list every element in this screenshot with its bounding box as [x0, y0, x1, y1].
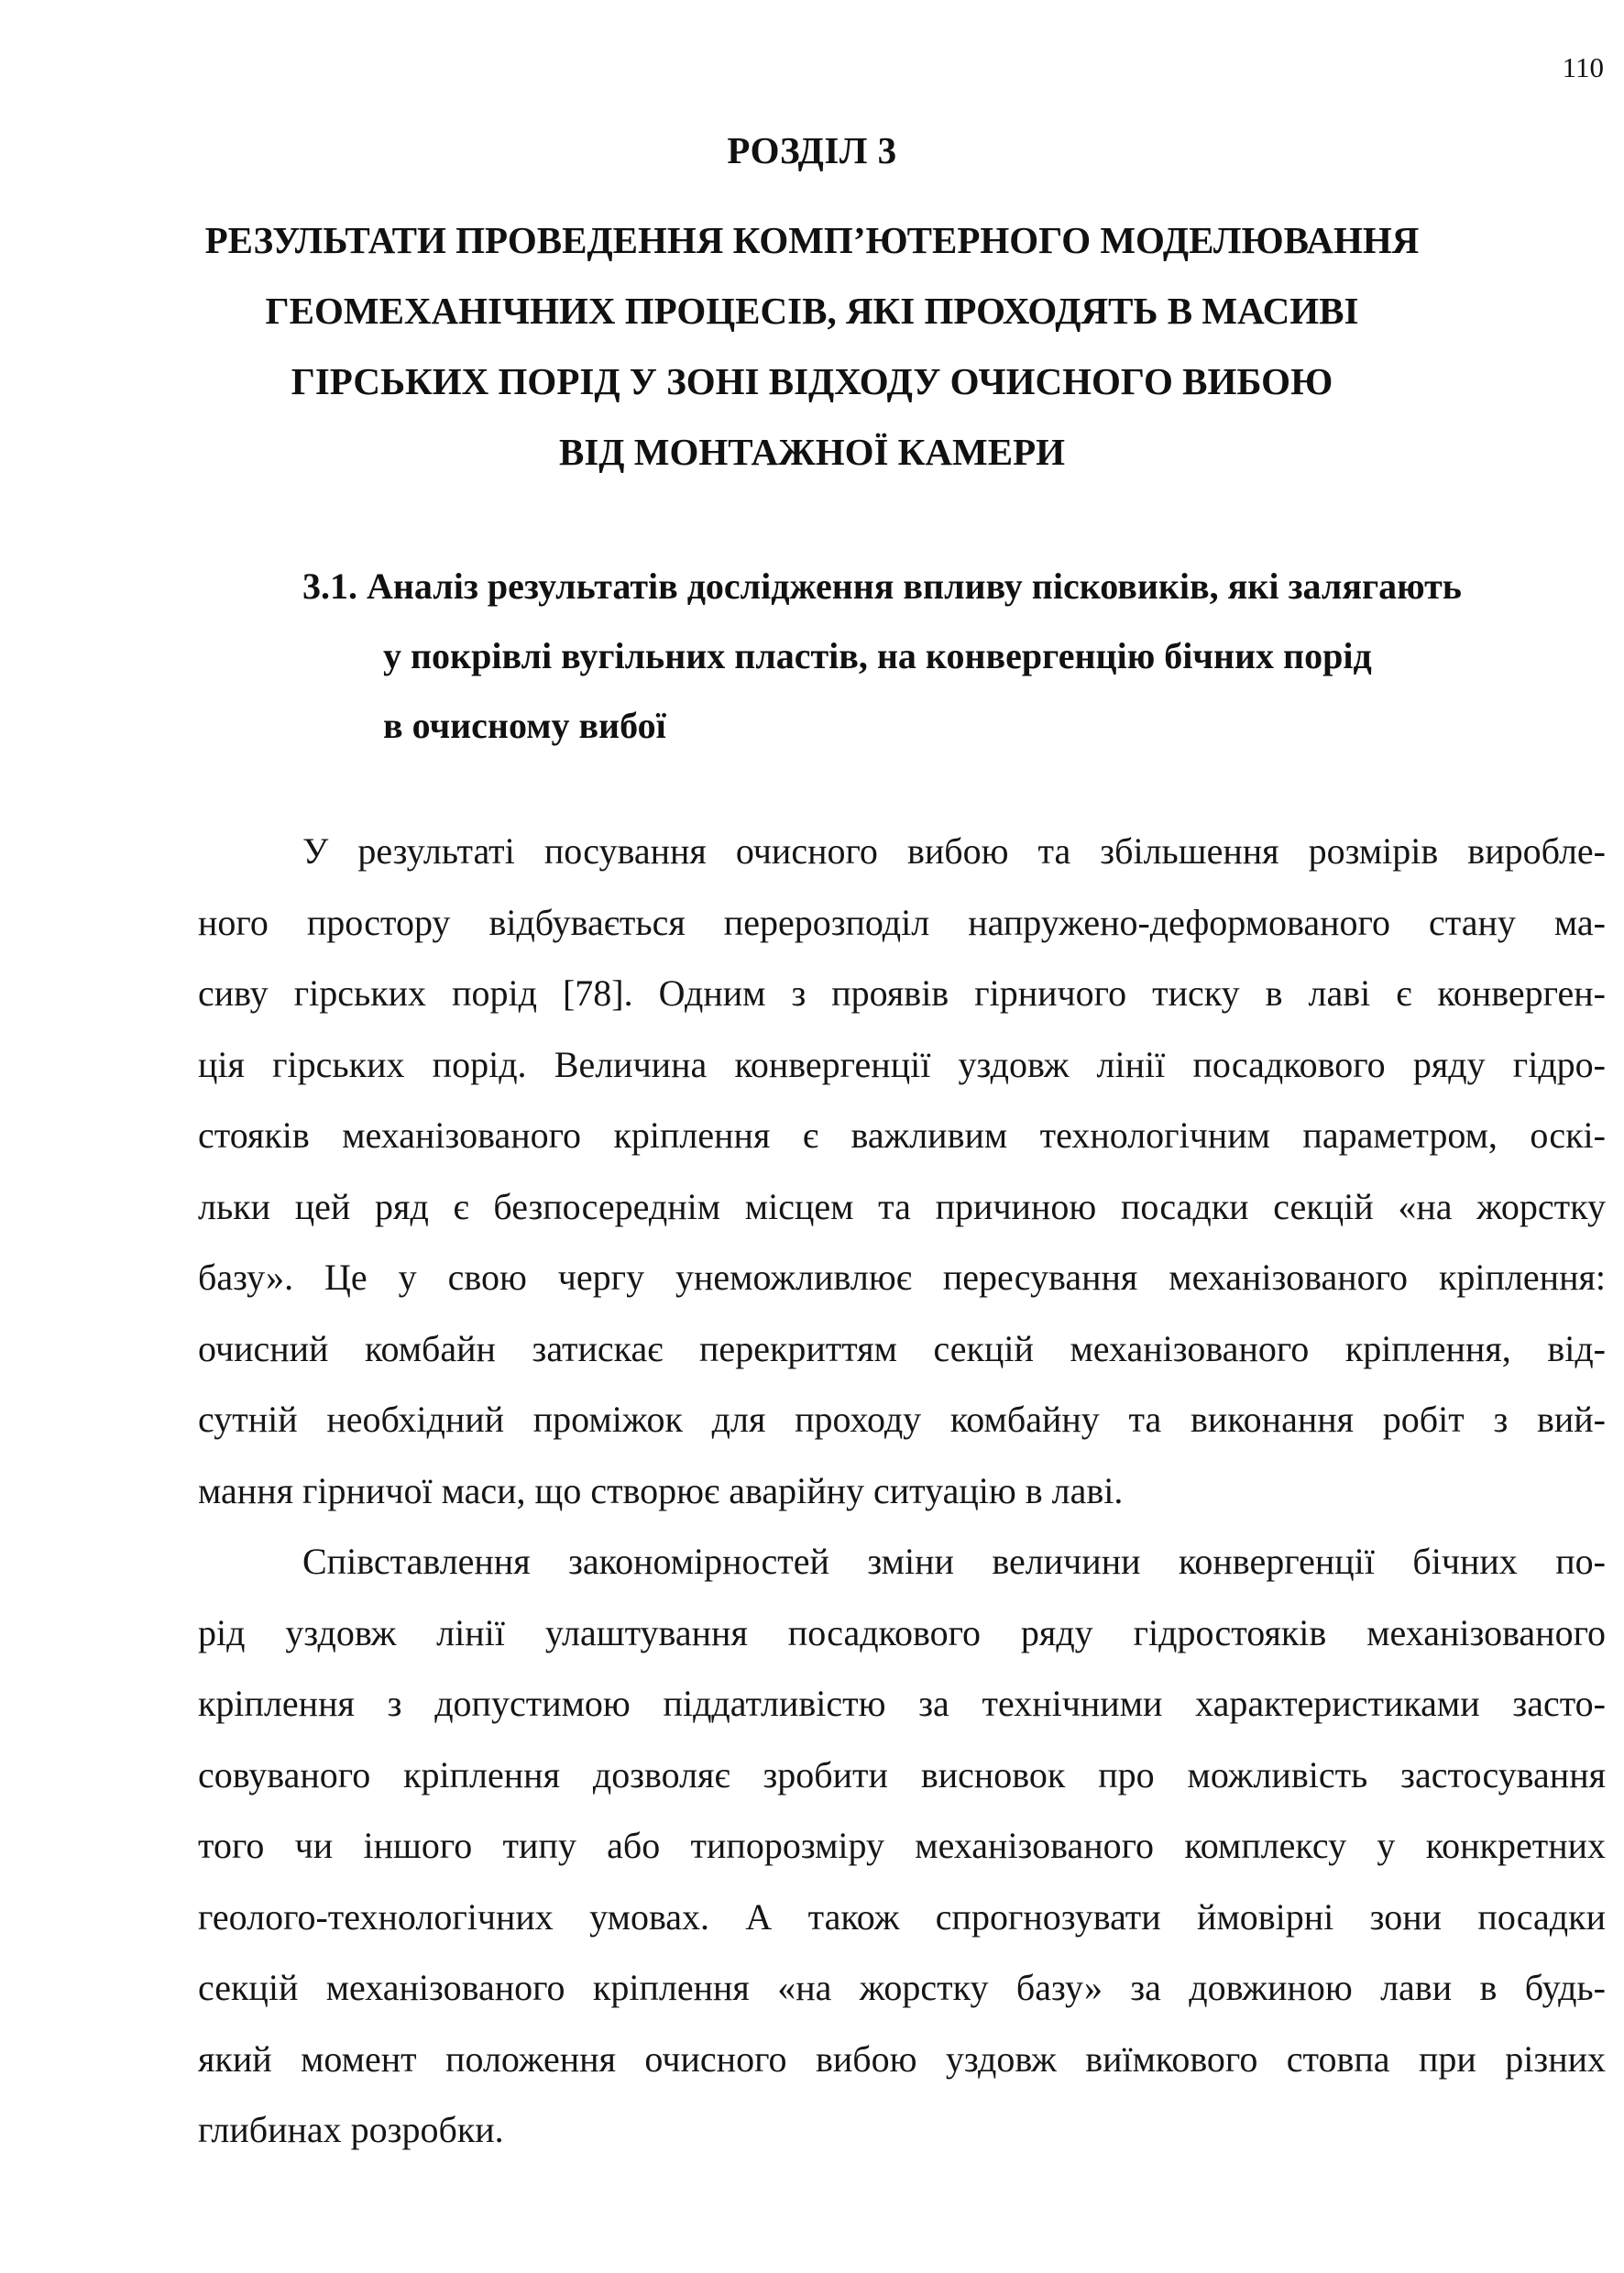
- chapter-title-line: ГЕОМЕХАНІЧНИХ ПРОЦЕСІВ, ЯКІ ПРОХОДЯТЬ В МАСИВІ: [265, 290, 1359, 332]
- text-line: ція гірських порід. Величина конвергенції уздовж лінії посадкового ряду гідро-: [198, 1043, 1606, 1085]
- chapter-title-line: РЕЗУЛЬТАТИ ПРОВЕДЕННЯ КОМП’ЮТЕРНОГО МОДЕЛЮВАННЯ: [204, 219, 1420, 261]
- text-line: мання гірничої маси, що створює аварійну ситуацію в лаві.: [198, 1469, 1124, 1511]
- text-line: У результаті посування очисного вибою та збільшення розмірів виробле-: [302, 830, 1606, 872]
- paragraph-1: [198, 816, 1606, 1526]
- text-line: сиву гірських порід [78]. Одним з проявів гірничого тиску в лаві є конверген-: [198, 972, 1606, 1014]
- text-line: секцій механізованого кріплення «на жорстку базу» за довжиною лави в будь-: [198, 1967, 1606, 2008]
- section-heading-line: у покрівлі вугільних пластів, на конвергенцію бічних порід: [383, 635, 1372, 676]
- text-line: стояків механізованого кріплення є важливим технологічним параметром, оскі-: [198, 1115, 1606, 1156]
- text-line: який момент положення очисного вибою уздовж виїмкового стовпа при різних: [198, 2037, 1606, 2080]
- section-heading-line: в очисному вибої: [383, 705, 666, 746]
- chapter-label: РОЗДІЛ 3: [727, 129, 897, 171]
- paragraph-2: [198, 1526, 1606, 2166]
- chapter-title: [183, 205, 1441, 488]
- text-line: глибинах розробки.: [198, 2109, 504, 2150]
- text-line: кріплення з допустимою піддатливістю за технічними характеристиками засто-: [198, 1683, 1606, 1724]
- text-line: рід уздовж лінії улаштування посадкового ряду гідростояків механізованого: [198, 1611, 1606, 1653]
- text-line: совуваного кріплення дозволяє зробити висновок про можливість застосування: [198, 1753, 1606, 1795]
- section-heading: [302, 552, 1604, 761]
- chapter-title-line: ВІД МОНТАЖНОЇ КАМЕРИ: [559, 431, 1065, 473]
- page-number: 110: [1562, 51, 1604, 83]
- chapter-title-line: ГІРСЬКИХ ПОРІД У ЗОНІ ВІДХОДУ ОЧИСНОГО ВИБОЮ: [291, 360, 1333, 402]
- text-line: сутній необхідний проміжок для проходу комбайну та виконання робіт з вий-: [198, 1399, 1606, 1440]
- text-line: ного простору відбувається перерозподіл напружено-деформованого стану ма-: [198, 901, 1606, 943]
- body-text: [198, 816, 1606, 2166]
- text-line: льки цей ряд є безпосереднім місцем та причиною посадки секцій «на жорстку: [198, 1185, 1606, 1227]
- text-line: того чи іншого типу або типорозміру механізованого комплексу у конкретних: [198, 1825, 1606, 1866]
- text-line: Співставлення закономірностей зміни величини конвергенції бічних по-: [302, 1541, 1606, 1582]
- section-heading-line: 3.1. Аналіз результатів дослідження впливу пісковиків, які залягають: [302, 566, 1462, 607]
- text-line: очисний комбайн затискає перекриттям секцій механізованого кріплення, від-: [198, 1327, 1606, 1369]
- text-line: базу». Це у свою чергу унеможливлює пересування механізованого кріплення:: [198, 1257, 1606, 1298]
- text-line: геолого-технологічних умовах. А також спрогнозувати ймовірні зони посадки: [198, 1895, 1606, 1938]
